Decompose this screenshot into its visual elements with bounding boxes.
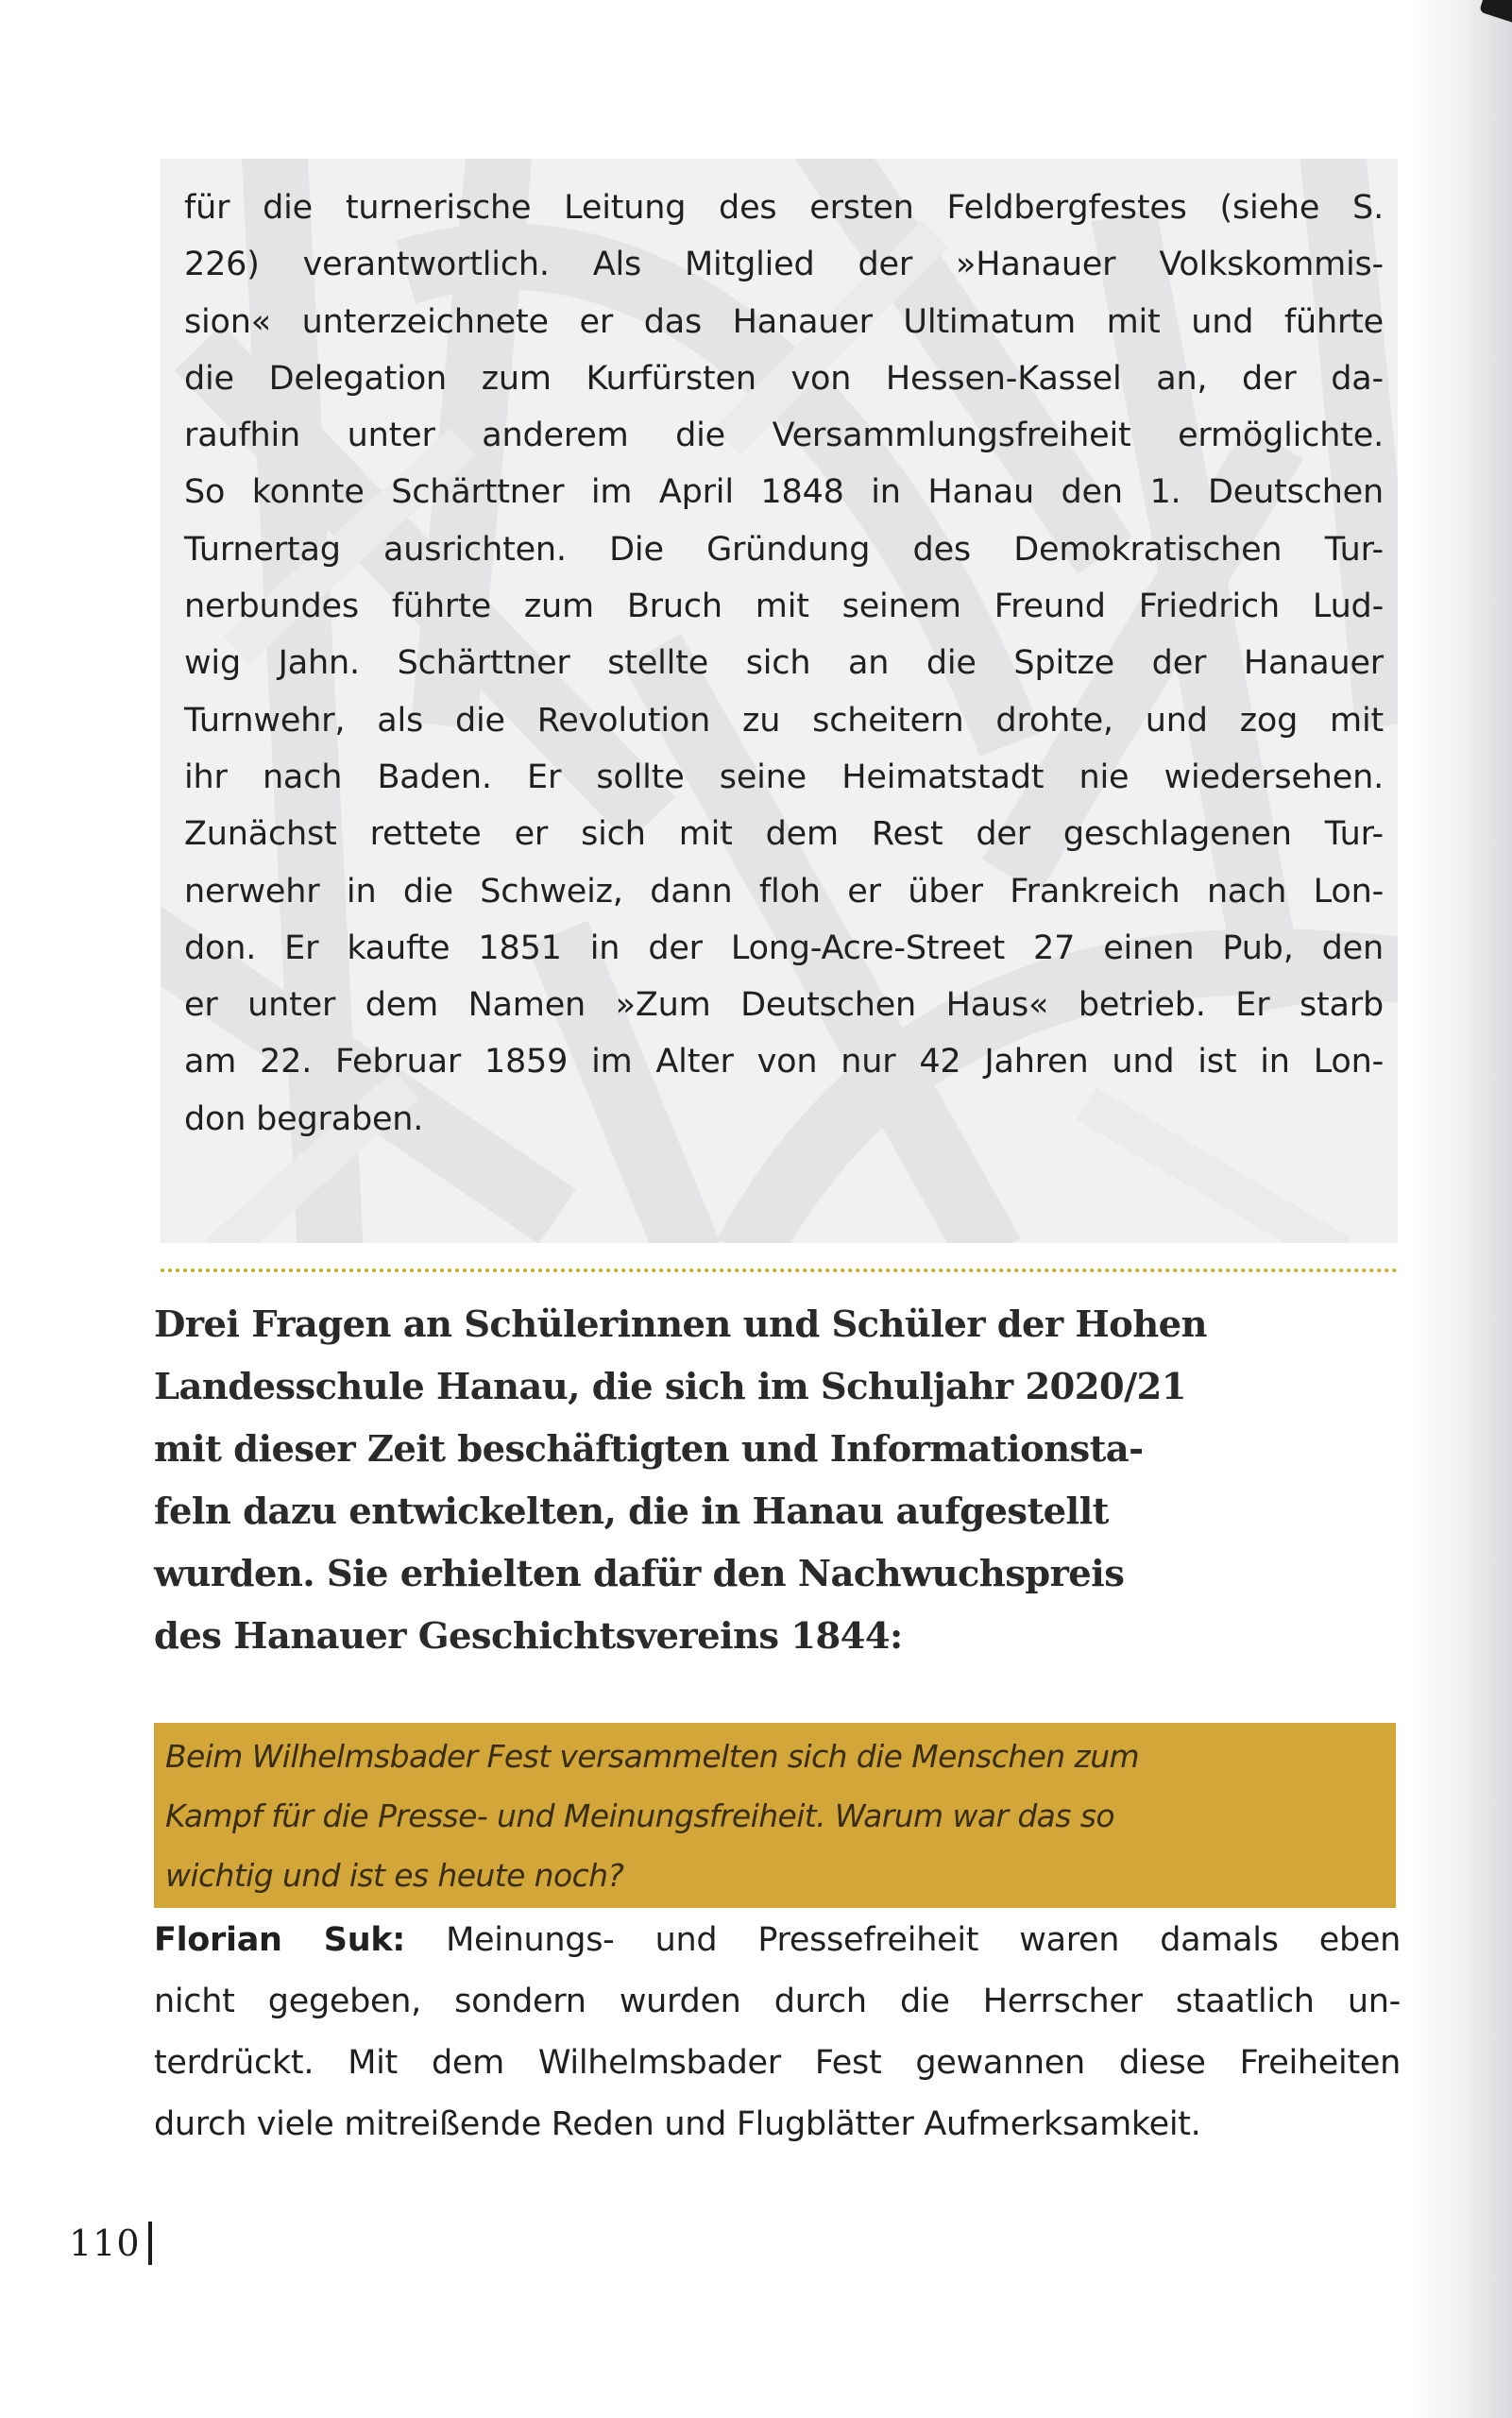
text-line: Turnertag ausrichten. Die Gründung des Demokratischen Tur- xyxy=(184,530,1384,569)
section-heading xyxy=(154,1294,1410,1668)
text-line: am 22. Februar 1859 im Alter von nur 42 Jahren und ist in Lon- xyxy=(184,1043,1384,1081)
page-number-separator xyxy=(148,2222,152,2265)
biography-box xyxy=(161,159,1398,1243)
text-line: nerwehr in die Schweiz, dann floh er über Frankreich nach Lon- xyxy=(184,872,1384,911)
question-line: wichtig und ist es heute noch? xyxy=(165,1857,624,1894)
text-line: Zunächst rettete er sich mit dem Rest der geschlagenen Tur- xyxy=(184,815,1384,854)
heading-line: Drei Fragen an Schülerinnen und Schüler der Hohen xyxy=(154,1303,1207,1346)
answer-line xyxy=(154,1910,1401,1971)
answer-line: nicht gegeben, sondern wurden durch die Herrscher staatlich un- xyxy=(154,1983,1401,2020)
text-line: die Delegation zum Kurfürsten von Hessen-Kassel an, der da- xyxy=(184,359,1384,398)
biography-text xyxy=(184,179,1384,1148)
question-box xyxy=(154,1723,1396,1908)
heading-line: wurden. Sie erhielten dafür den Nachwuchspreis xyxy=(154,1553,1125,1595)
text-line: ihr nach Baden. Er sollte seine Heimatstadt nie wiedersehen. xyxy=(184,758,1384,796)
answer-text: Meinungs- und Pressefreiheit waren damals eben xyxy=(405,1921,1401,1959)
heading-line: feln dazu entwickelten, die in Hanau aufgestellt xyxy=(154,1490,1109,1533)
text-line: don. Er kaufte 1851 in der Long-Acre-Street 27 einen Pub, den xyxy=(184,928,1384,967)
heading-line: des Hanauer Geschichtsvereins 1844: xyxy=(154,1615,903,1658)
answer-line: durch viele mitreißende Reden und Flugblätter Aufmerksamkeit. xyxy=(154,2105,1201,2143)
text-line: don begraben. xyxy=(184,1099,424,1138)
text-line: 226) verantwortlich. Als Mitglied der »Hanauer Volkskommis- xyxy=(184,246,1384,284)
speaker-name: Florian Suk: xyxy=(154,1921,405,1959)
text-line: raufhin unter anderem die Versammlungsfreiheit ermöglichte. xyxy=(184,417,1384,455)
answer-line: terdrückt. Mit dem Wilhelmsbader Fest gewannen diese Freiheiten xyxy=(154,2044,1401,2082)
text-line: So konnte Schärttner im April 1848 in Hanau den 1. Deutschen xyxy=(184,473,1384,512)
question-text xyxy=(165,1727,1384,1905)
question-line: Kampf für die Presse- und Meinungsfreiheit. Warum war das so xyxy=(165,1797,1114,1834)
heading-line: Landesschule Hanau, die sich im Schuljahr 2020/21 xyxy=(154,1366,1186,1408)
text-line: Turnwehr, als die Revolution zu scheitern drohte, und zog mit xyxy=(184,701,1384,740)
page-gutter-shadow xyxy=(1408,0,1512,2418)
text-line: er unter dem Namen »Zum Deutschen Haus« betrieb. Er starb xyxy=(184,986,1384,1025)
heading-line: mit dieser Zeit beschäftigten und Informationsta- xyxy=(154,1428,1144,1471)
dotted-divider xyxy=(161,1269,1398,1272)
text-line: nerbundes führte zum Bruch mit seinem Freund Friedrich Lud- xyxy=(184,587,1384,626)
question-line: Beim Wilhelmsbader Fest versammelten sich die Menschen zum xyxy=(165,1738,1140,1775)
page-number-value: 110 xyxy=(69,2222,141,2264)
text-line: wig Jahn. Schärttner stellte sich an die Spitze der Hanauer xyxy=(184,644,1384,683)
page-number xyxy=(69,2222,152,2265)
answer-paragraph xyxy=(154,1910,1401,2155)
text-line: für die turnerische Leitung des ersten Feldbergfestes (siehe S. xyxy=(184,189,1384,227)
text-line: sion« unterzeichnete er das Hanauer Ultimatum mit und führte xyxy=(184,302,1384,341)
